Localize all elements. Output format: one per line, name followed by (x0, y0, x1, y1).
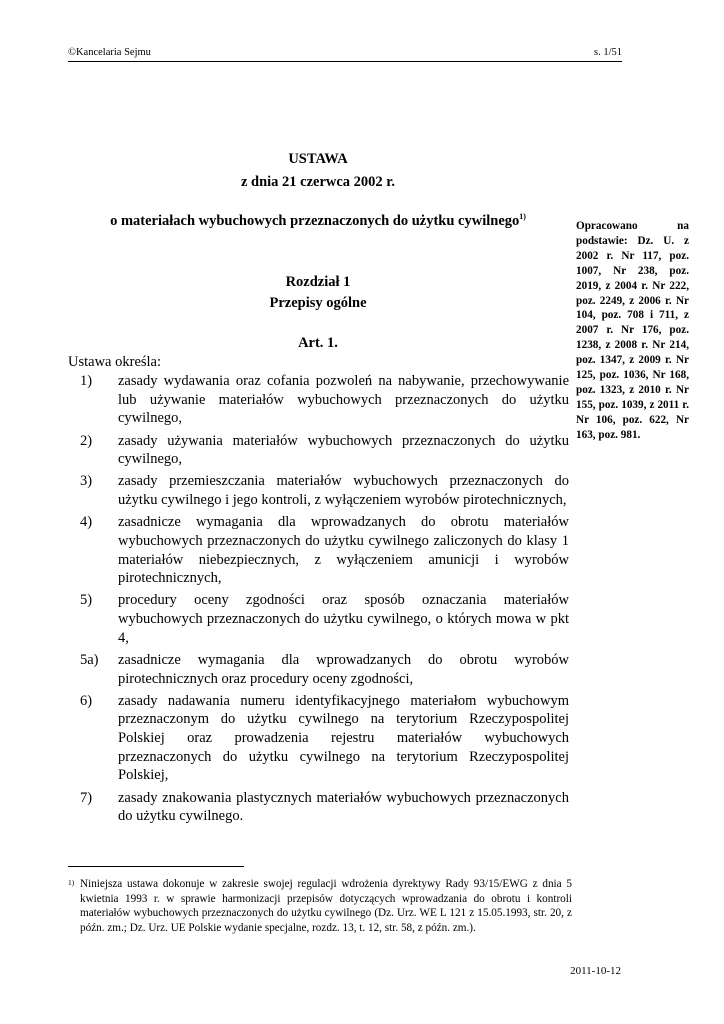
publisher-label: ©Kancelaria Sejmu (68, 47, 151, 58)
item-number: 7) (80, 789, 93, 806)
act-date: z dnia 21 czerwca 2002 r. (240, 174, 396, 190)
item-number: 5a) (80, 651, 99, 668)
list-item (80, 472, 569, 509)
article-lead: Ustawa określa: (68, 354, 162, 370)
footnote-text: Niniejsza ustawa dokonuje w zakresie swojej regulacji wdrożenia dyrektywy Rady 93/15/EWG z dnia 5 kwietnia 1993 r. w sprawie harmonizacji przepisów dotyczących wprowadzania do obrotu i kontroli materiałów wybuchowych przeznaczonych do użytku cywilnego (Dz. Urz. WE L 121 z 15.05.1993, str. 20, z późn. zm.; Dz. Urz. UE Polskie wydanie specjalne, rozdz. 13, t. 12, str. 58, z późn. zm.). (80, 878, 572, 934)
footnote (68, 877, 572, 935)
item-text: zasady używania materiałów wybuchowych przeznaczonych do użytku cywilnego, (118, 432, 569, 468)
footnote-ref: 1) (519, 212, 526, 221)
act-subject-text: o materiałach wybuchowych przeznaczonych do użytku cywilnego (110, 213, 520, 229)
consolidation-note: Opracowano na podstawie: Dz. U. z 2002 r. Nr 117, poz. 1007, Nr 238, poz. 2019, z 2004 r. Nr 222, poz. 2249, z 2006 r. Nr 104, poz. 708 i 711, z 2007 r. Nr 176, poz. 1238, z 2008 r. Nr 214, poz. 1347, z 2009 r. Nr 125, poz. 1036, Nr 168, poz. 1323, z 2010 r. Nr 155, poz. 1039, z 2011 r. Nr 106, poz. 622, Nr 163, poz. 981. (576, 220, 689, 441)
act-subject (68, 212, 568, 230)
page-header (68, 47, 622, 62)
chapter-number: Rozdział 1 (285, 274, 351, 290)
list-item (80, 372, 569, 428)
article-label: Art. 1. (298, 335, 338, 351)
list-item (80, 692, 569, 786)
footnote-divider (68, 866, 244, 867)
item-number: 4) (80, 514, 93, 531)
item-text: zasady nadawania numeru identyfikacyjnego materiałom wybuchowym przeznaczonym do użytku cywilnego na terytorium Rzeczypospolitej Polskiej oraz prowadzenia rejestru materiałów wybuchowych przeznaczonych do użytku cywilnego na terytorium Rzeczypospolitej Polskiej, (118, 692, 569, 784)
list-item (80, 432, 569, 469)
list-item (80, 591, 569, 647)
act-type: USTAWA (288, 151, 348, 167)
item-text: zasadnicze wymagania dla wprowadzanych do obrotu materiałów wybuchowych przeznaczonych do użytku cywilnego zaliczonych do klasy 1 materiałów niebezpiecznych, z wyłączeniem amunicji i wyrobów pirotechnicznych, (118, 514, 569, 587)
item-text: zasady przemieszczania materiałów wybuchowych przeznaczonych do użytku cywilnego i jego kontroli, z wyłączeniem wyrobów pirotechnicznych, (118, 473, 569, 508)
document-date: 2011-10-12 (570, 965, 621, 977)
item-text: zasady wydawania oraz cofania pozwoleń na nabywanie, przechowywanie lub używanie materiałów wybuchowych przeznaczonych do użytku cywilnego, (118, 373, 569, 427)
item-number: 1) (80, 373, 93, 389)
list-item (80, 789, 569, 826)
item-number: 3) (80, 473, 93, 490)
item-number: 5) (80, 592, 93, 609)
chapter-name: Przepisy ogólne (269, 295, 367, 311)
page-number: s. 1/51 (593, 47, 622, 58)
item-text: zasadnicze wymagania dla wprowadzanych do obrotu wyrobów pirotechnicznych oraz procedury oceny zgodności, (118, 651, 569, 687)
item-text: procedury oceny zgodności oraz sposób oznaczania materiałów wybuchowych przeznaczonych do użytku cywilnego, o których mowa w pkt 4, (118, 592, 569, 646)
article-items (80, 372, 569, 829)
item-number: 6) (80, 692, 93, 709)
list-item (80, 651, 569, 688)
item-text: zasady znakowania plastycznych materiałów wybuchowych przeznaczonych do użytku cywilnego. (118, 789, 569, 825)
item-number: 2) (80, 432, 93, 449)
footnote-mark: 1) (68, 878, 75, 887)
list-item (80, 513, 569, 588)
